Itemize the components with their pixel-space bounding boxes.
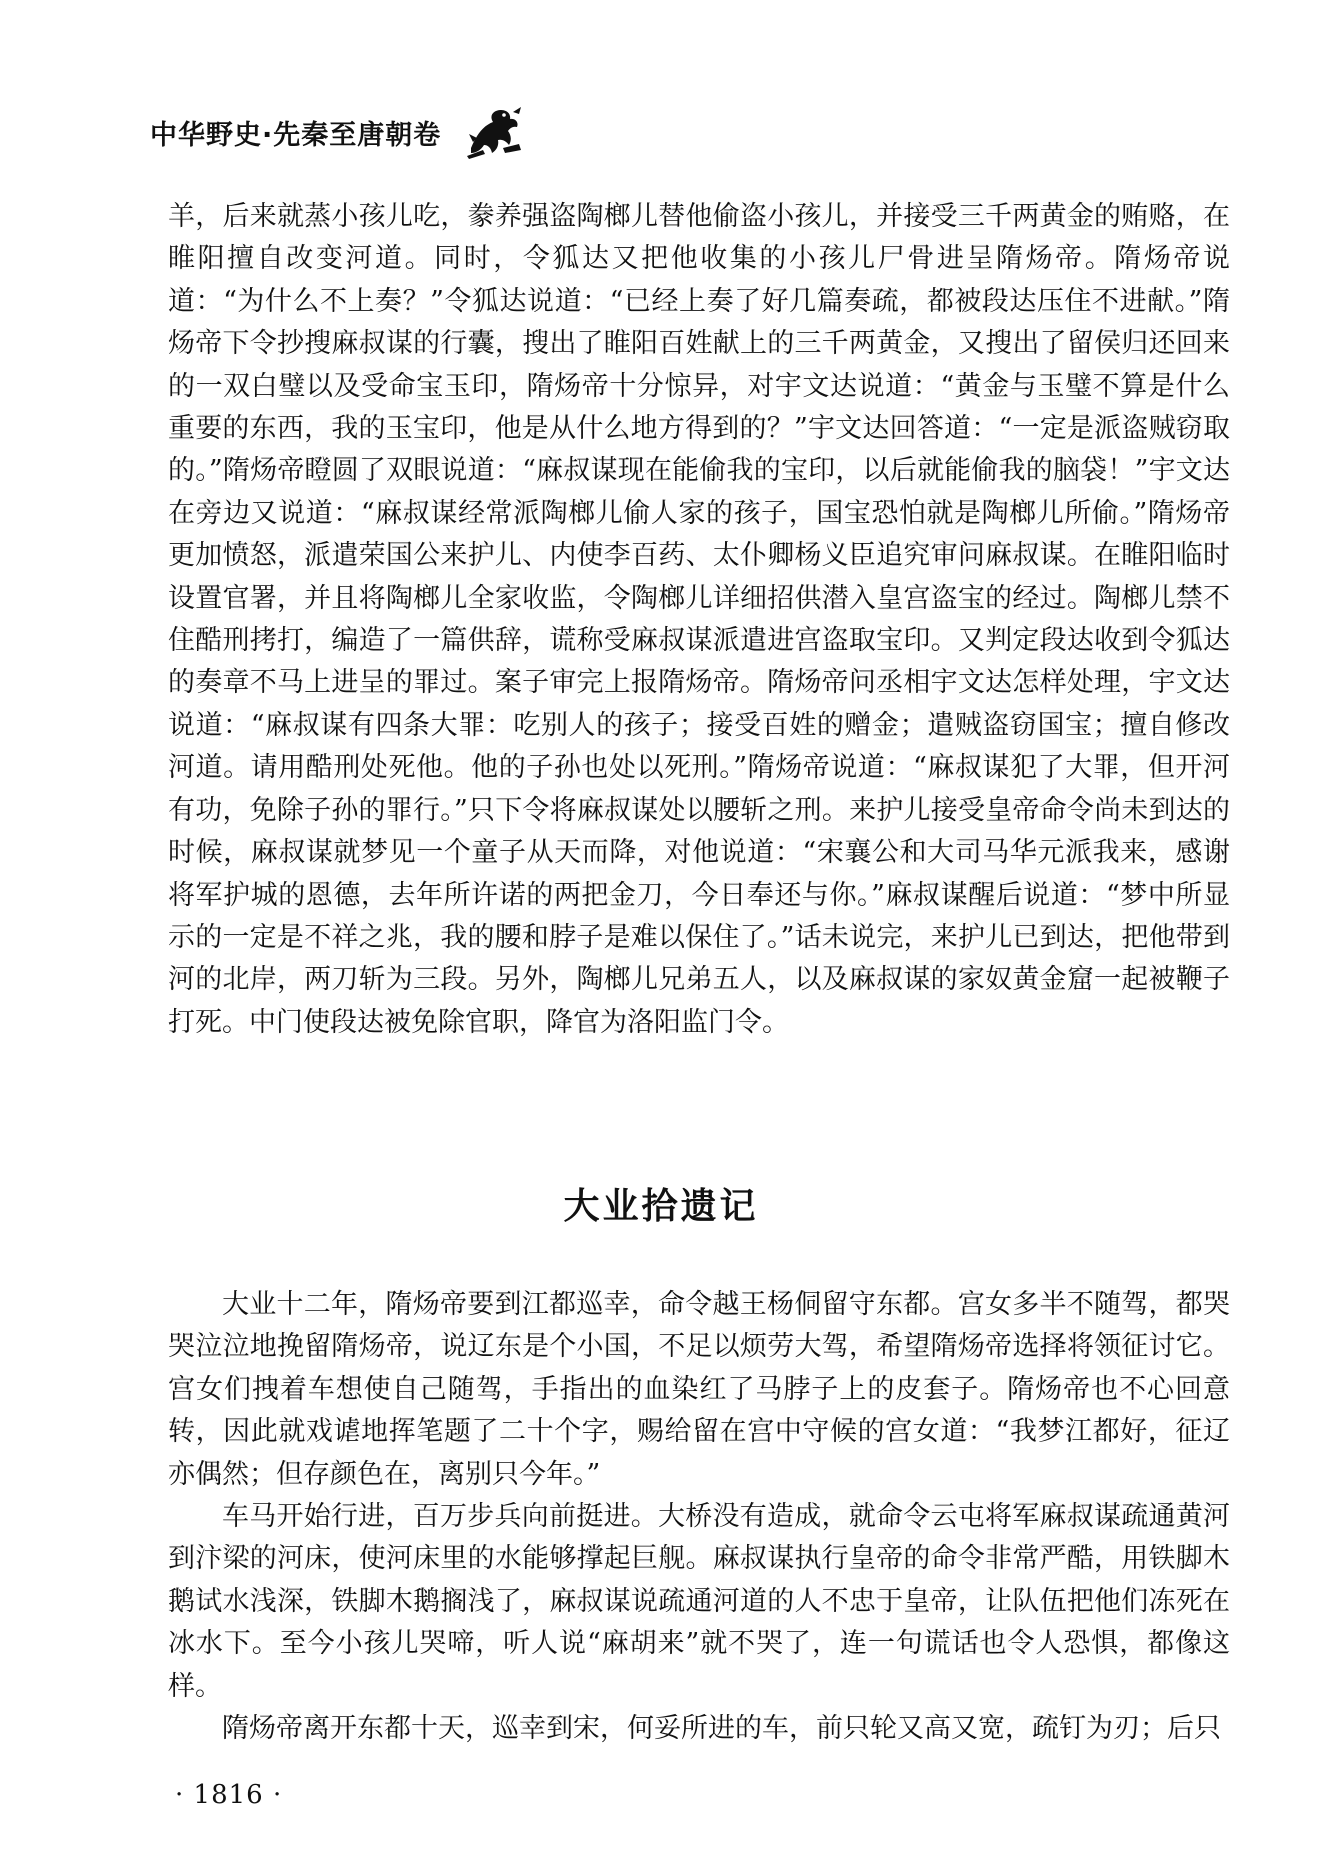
section-paragraph: 大业十二年，隋炀帝要到江都巡幸，命令越王杨侗留守东都。宫女多半不随驾，都哭哭泣泣地挽留隋炀帝，说辽东是个小国，不足以烦劳大驾，希望隋炀帝选择将领征讨它。宫女们拽着车想使自己随驾，手指出的血染红了马脖子上的皮套子。隋炀帝也不心回意转，因此就戏谑地挥笔题了二十个字，赐给留在宫中守候的宫女道：“我梦江都好，征辽亦偶然；但存颜色在，离别只今年。” <box>168 1289 1230 1490</box>
page-number: · 1816 · <box>175 1780 283 1810</box>
section-title: 大业拾遗记 <box>563 1186 759 1227</box>
dragon-emblem-icon <box>463 104 525 160</box>
continued-paragraph: 羊，后来就蒸小孩儿吃，豢养强盗陶榔儿替他偷盗小孩儿，并接受三千两黄金的贿赂，在睢阳擅自改变河道。同时，令狐达又把他收集的小孩儿尸骨进呈隋炀帝。隋炀帝说道：“为什么不上奏？”令狐达说道：“已经上奏了好几篇奏疏，都被段达压住不进献。”隋炀帝下令抄搜麻叔谋的行囊，搜出了睢阳百姓献上的三千两黄金，又搜出了留侯归还回来的一双白璧以及受命宝玉印，隋炀帝十分惊异，对宇文达说道：“黄金与玉璧不算是什么重要的东西，我的玉宝印，他是从什么地方得到的？”宇文达回答道：“一定是派盗贼窃取的。”隋炀帝瞪圆了双眼说道：“麻叔谋现在能偷我的宝印，以后就能偷我的脑袋！”宇文达在旁边又说道：“麻叔谋经常派陶榔儿偷人家的孩子，国宝恐怕就是陶榔儿所偷。”隋炀帝更加愤怒，派遣荣国公来护儿、内使李百药、太仆卿杨义臣追究审问麻叔谋。在睢阳临时设置官署，并且将陶榔儿全家收监，令陶榔儿详细招供潜入皇宫盗宝的经过。陶榔儿禁不住酷刑拷打，编造了一篇供辞，谎称受麻叔谋派遣进宫盗取宝印。又判定段达收到令狐达的奏章不马上进呈的罪过。案子审完上报隋炀帝。隋炀帝问丞相宇文达怎样处理，宇文达说道：“麻叔谋有四条大罪：吃别人的孩子；接受百姓的赠金；遣贼盗窃国宝；擅自修改河道。请用酷刑处死他。他的子孙也处以死刑。”隋炀帝说道：“麻叔谋犯了大罪，但开河有功，免除子孙的罪行。”只下令将麻叔谋处以腰斩之刑。来护儿接受皇帝命令尚未到达的时候，麻叔谋就梦见一个童子从天而降，对他说道：“宋襄公和大司马华元派我来，感谢将军护城的恩德，去年所许诺的两把金刀，今日奉还与你。”麻叔谋醒后说道：“梦中所显示的一定是不祥之兆，我的腰和脖子是难以保住了。”话未说完，来护儿已到达，把他带到河的北岸，两刀斩为三段。另外，陶榔儿兄弟五人，以及麻叔谋的家奴黄金窟一起被鞭子打死。中门使段达被免除官职，降官为洛阳监门令。 <box>168 201 1230 1038</box>
running-header <box>150 104 525 160</box>
section-paragraph: 车马开始行进，百万步兵向前挺进。大桥没有造成，就命令云屯将军麻叔谋疏通黄河到汴梁的河床，使河床里的水能够撑起巨舰。麻叔谋执行皇帝的命令非常严酷，用铁脚木鹅试水浅深，铁脚木鹅搁浅了，麻叔谋说疏通河道的人不忠于皇帝，让队伍把他们冻死在冰水下。至今小孩儿哭啼，听人说“麻胡来”就不哭了，连一句谎话也令人恐惧，都像这样。 <box>168 1501 1230 1702</box>
section-body <box>168 1284 1230 1750</box>
section-paragraph: 隋炀帝离开东都十天，巡幸到宋，何妥所进的车，前只轮又高又宽，疏钉为刃；后只 <box>222 1713 1221 1745</box>
book-title: 中华野史·先秦至唐朝卷 <box>150 119 442 151</box>
